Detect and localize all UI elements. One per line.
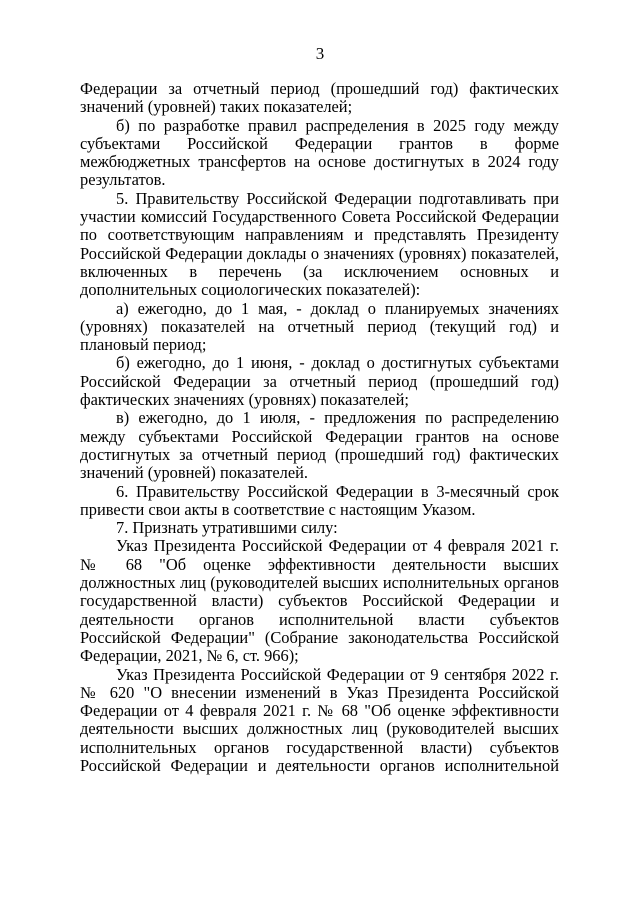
- document-body: [80, 80, 559, 775]
- paragraph-decree-68: Указ Президента Российской Федерации от 4 февраля 2021 г. № 68 "Об оценке эффективности деятельности высших должностных лиц (руководителей высших исполнительных органов государственной власти) субъектов Российской Федерации и деятельности органов исполнительной власти субъектов Российской Федерации" (Собрание законодательства Российской Федерации, 2021, № 6, ст. 966);: [80, 536, 559, 666]
- paragraph-item-b-june: б) ежегодно, до 1 июня, - доклад о достигнутых субъектами Российской Федерации за отчетный период (прошедший год) фактических значениях (уровнях) показателей;: [80, 353, 559, 410]
- page-number: 3: [315, 44, 325, 63]
- paragraph-item-a-may: а) ежегодно, до 1 мая, - доклад о планируемых значениях (уровнях) показателей на отчетный период (текущий год) и плановый период;: [80, 298, 559, 355]
- paragraph-continuation: Федерации за отчетный период (прошедший год) фактических значений (уровней) таких показателей;: [80, 79, 559, 117]
- paragraph-clause-7: 7. Признать утратившими силу:: [116, 518, 338, 538]
- paragraph-clause-5: 5. Правительству Российской Федерации подготавливать при участии комиссий Государственного Совета Российской Федерации по соответствующим направлениям и представлять Президенту Российской Федерации доклады о значениях (уровнях) показателей, включенных в перечень (за исключением основных и дополнительных социологических показателей):: [80, 188, 559, 300]
- paragraph-decree-620: Указ Президента Российской Федерации от 9 сентября 2022 г. № 620 "О внесении изменений в Указ Президента Российской Федерации от 4 февраля 2021 г. № 68 "Об оценке эффективности деятельности высших должностных лиц (руководителей высших исполнительных органов государственной власти) субъектов Российской Федерации и деятельности органов исполнительной: [80, 664, 559, 775]
- paragraph-item-b-grants: б) по разработке правил распределения в 2025 году между субъектами Российской Федерации грантов в форме межбюджетных трансфертов на основе достигнутых в 2024 году результатов.: [80, 115, 559, 190]
- paragraph-item-v-july: в) ежегодно, до 1 июля, - предложения по распределению между субъектами Российской Федерации грантов на основе достигнутых за отчетный период (прошедший год) фактических значений (уровней) показателей.: [80, 408, 559, 483]
- paragraph-clause-6: 6. Правительству Российской Федерации в 3-месячный срок привести свои акты в соответствие с настоящим Указом.: [80, 481, 559, 519]
